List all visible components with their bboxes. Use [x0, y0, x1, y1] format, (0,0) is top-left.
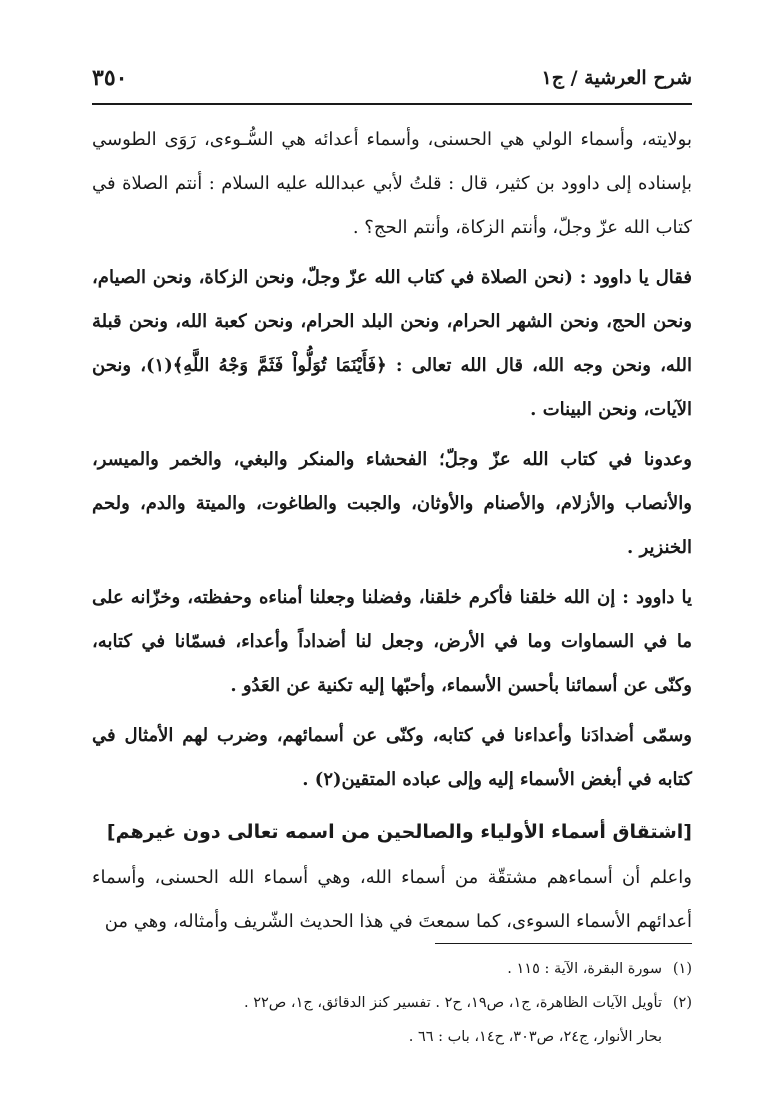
section-heading: [اشتقاق أسماء الأولياء والصالحين من اسمه تعالى دون غيرهم] [106, 821, 692, 843]
paragraph-4: يا داوود : إن الله خلقنا فأكرم خلقنا، وفضلنا وجعلنا أمناءه وحفظته، وخزّانه على ما في السماوات وما في الأرض، وجعل لنا أضداداً وأعداء، فسمّانا في كتابه، وكنّى عن أسمائنا بأحسن الأسماء، وأحبّها إليه تكنية عن العَدُو . [92, 587, 692, 696]
footnote-text: سورة البقرة، الآية : ١١٥ . [507, 961, 662, 977]
header-divider [92, 103, 692, 105]
main-text [92, 118, 692, 950]
paragraph-5: وسمّى أضدادَنا وأعداءنا في كتابه، وكنّى عن أسمائهم، وضرب لهم الأمثال في كتابه في أبغض الأسماء إليه وإلى عباده المتقين(٢) . [92, 725, 692, 790]
footnote-2 [92, 986, 692, 1020]
footnote-2-continuation: بحار الأنوار، ج٢٤، ص٣٠٣، ح١٤، باب : ٦٦ . [408, 1029, 662, 1045]
closing-paragraph: واعلم أن أسماءهم مشتقّة من أسماء الله، وهي أسماء الله الحسنى، وأسماء أعدائهم الأسماء السوءى، كما سمعتَ في هذا الحديث الشّريف وأمثاله، وهي من [92, 867, 692, 932]
paragraph-3: وعدونا في كتاب الله عزّ وجلّ؛ الفحشاء والمنكر والبغي، والخمر والميسر، والأنصاب والأزلام، والأصنام والأوثان، والجبت والطاغوت، والميتة والدم، ولحم الخنزير . [92, 449, 692, 558]
footnote-text: تأويل الآيات الظاهرة، ج١، ص١٩، ح٢ . تفسير كنز الدقائق، ج١، ص٢٢ . [243, 995, 662, 1011]
footnote-mark: (١) [672, 961, 692, 977]
footnote-mark: (٢) [672, 995, 692, 1011]
paragraph-1: بولايته، وأسماء الولي هي الحسنى، وأسماء أعدائه هي السُّـوءى، رَوَى الطوسي بإسناده إلى داوود بن كثير، قال : قلتُ لأبي عبدالله عليه السلام : أنتم الصلاة في كتاب الله عزّ وجلّ، وأنتم الزكاة، وأنتم الحج؟ . [92, 129, 692, 238]
footnote-divider [435, 943, 692, 944]
page-number: ٣٥٠ [92, 65, 128, 91]
footnotes [92, 952, 692, 1054]
paragraph-2: فقال يا داوود : (نحن الصلاة في كتاب الله عزّ وجلّ، ونحن الزكاة، ونحن الصيام، ونحن الحج، ونحن الشهر الحرام، ونحن البلد الحرام، ونحن كعبة الله، ونحن قبلة الله، ونحن وجه الله، قال الله تعالى : ﴿فَأَيْنَمَا تُوَلُّواْ فَثَمَّ وَجْهُ اللَّهِ﴾(١)، ونحن الآيات، ونحن البينات . [92, 267, 692, 420]
footnote-1 [92, 952, 692, 986]
running-title: شرح العرشية / ج١ [541, 67, 692, 89]
page-header [92, 58, 692, 98]
